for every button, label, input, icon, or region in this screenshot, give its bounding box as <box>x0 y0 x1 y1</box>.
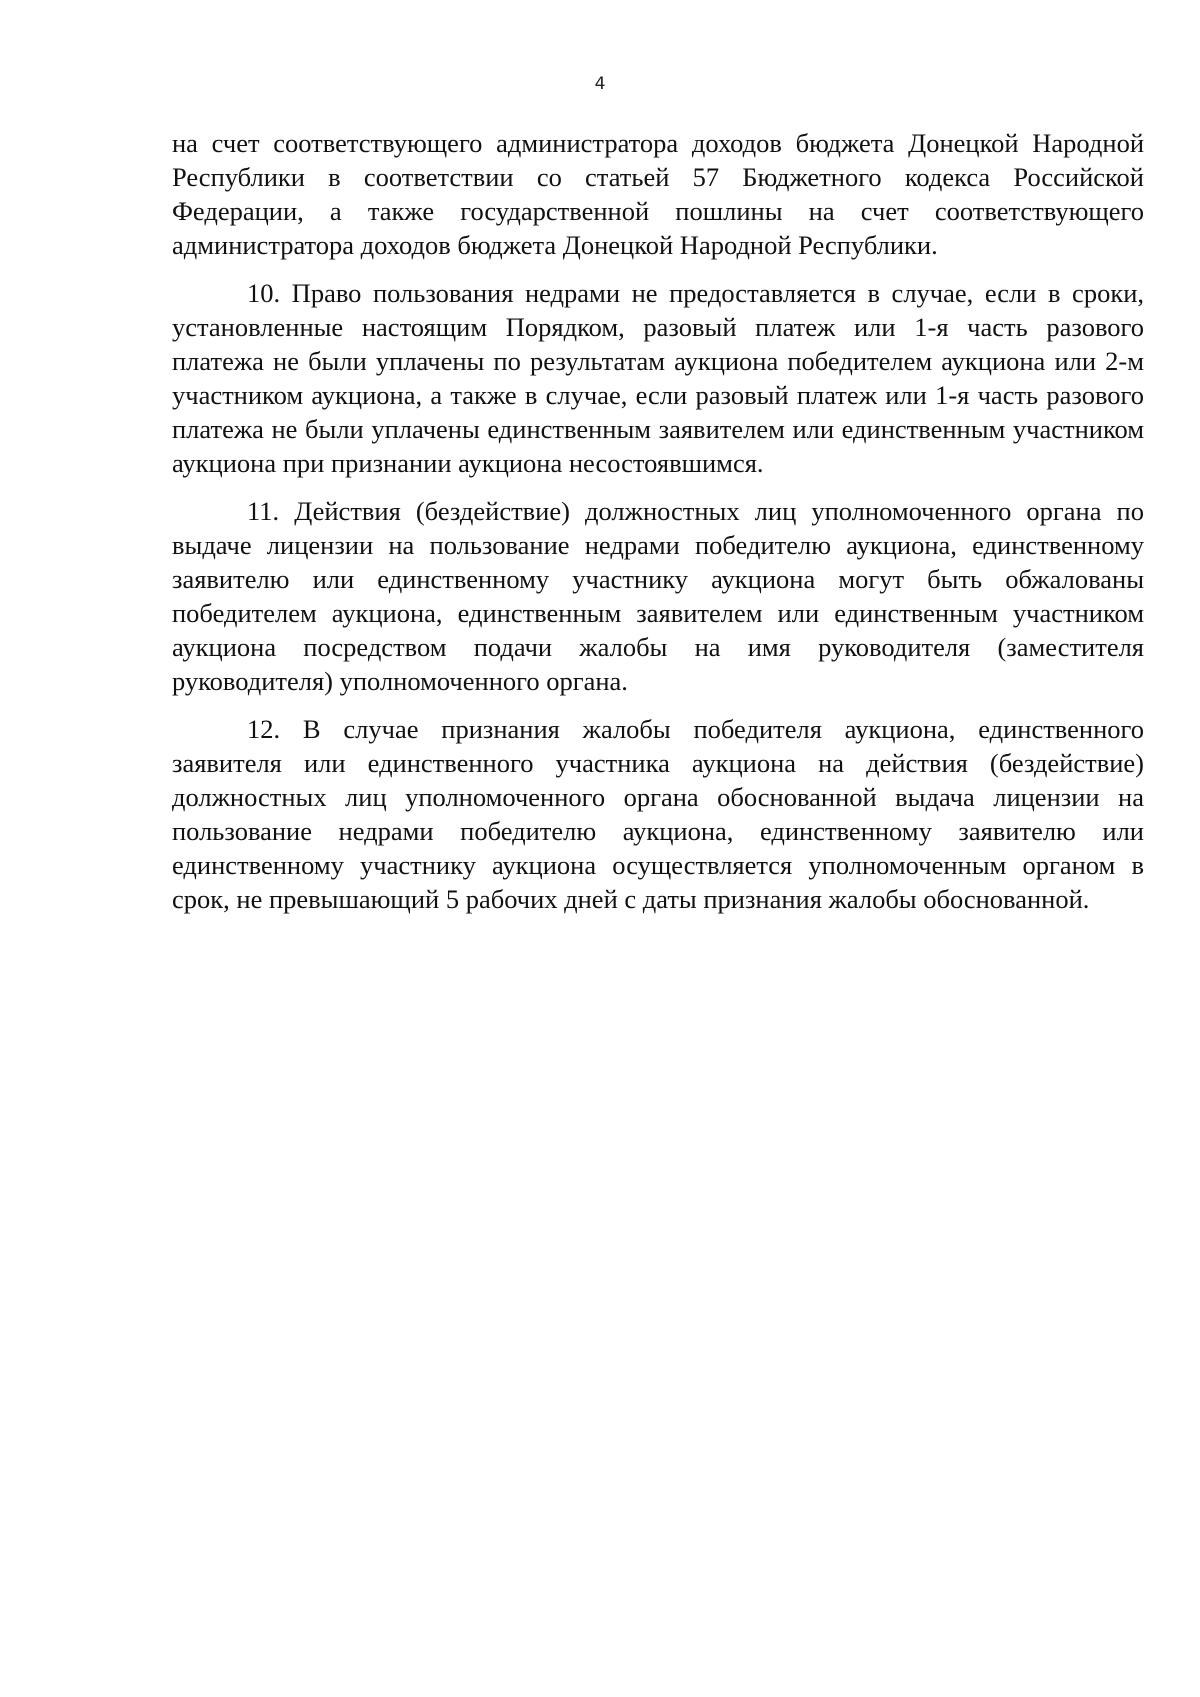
page-number: 4 <box>594 74 606 94</box>
paragraph-10: 10. Право пользования недрами не предоставляется в случае, если в сроки, установленные настоящим Порядком, разовый платеж или 1-я часть разового платежа не были уплачены по результатам аукциона победителем аукциона или 2-м участником аукциона, а также в случае, если разовый платеж или 1-я часть разового платежа не были уплачены единственным заявителем или единственным участником аукциона при признании аукциона несостоявшимся. <box>172 278 1144 478</box>
paragraph-12: 12. В случае признания жалобы победителя аукциона, единственного заявителя или единственного участника аукциона на действия (бездействие) должностных лиц уполномоченного органа обоснованной выдача лицензии на пользование недрами победителю аукциона, единственному заявителю или единственному участнику аукциона осуществляется уполномоченным органом в срок, не превышающий 5 рабочих дней с даты признания жалобы обоснованной. <box>172 714 1144 914</box>
paragraph-continuation: на счет соответствующего администратора доходов бюджета Донецкой Народной Республики в соответствии со статьей 57 Бюджетного кодекса Российской Федерации, а также государственной пошлины на счет соответствующего администратора доходов бюджета Донецкой Народной Республики. <box>172 128 1144 260</box>
paragraph-11: 11. Действия (бездействие) должностных лиц уполномоченного органа по выдаче лицензии на пользование недрами победителю аукциона, единственному заявителю или единственному участнику аукциона могут быть обжалованы победителем аукциона, единственным заявителем или единственным участником аукциона посредством подачи жалобы на имя руководителя (заместителя руководителя) уполномоченного органа. <box>172 496 1144 696</box>
document-body <box>172 126 1144 930</box>
